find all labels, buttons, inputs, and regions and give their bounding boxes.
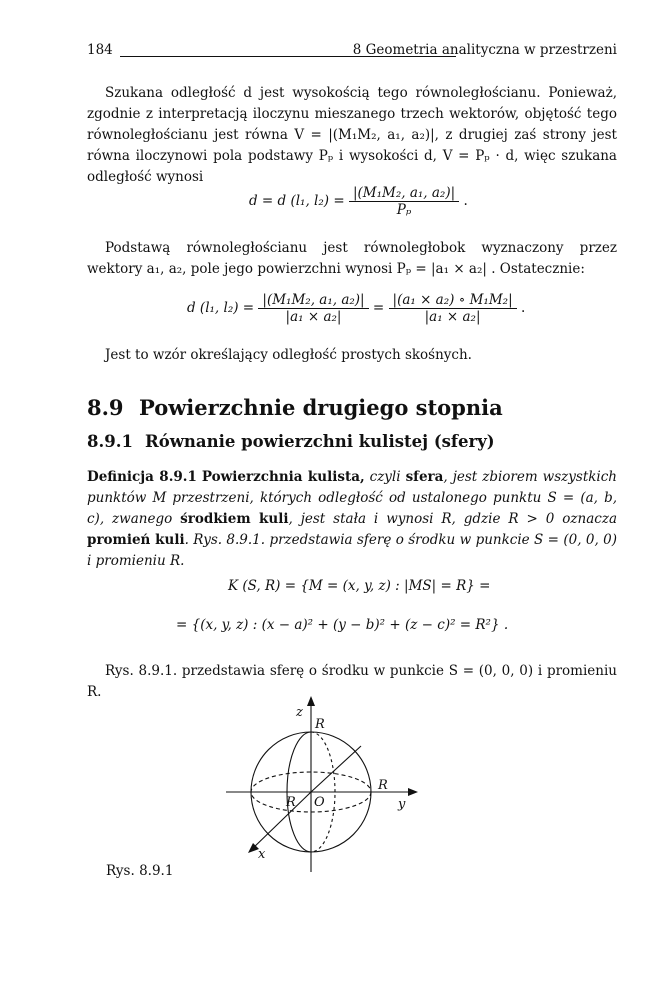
page-number: 184 xyxy=(87,42,113,58)
y-arrowhead xyxy=(408,788,418,796)
equation-distance-1 xyxy=(249,185,468,218)
definition-label: Definicja 8.9.1 xyxy=(87,469,197,485)
definition-text-4: . Rys. 8.9.1. przedstawia sferę o środku w punkcie S = (0, 0, 0) i promieniu R. xyxy=(87,532,617,569)
eq2-lhs: d (l₁, l₂) = xyxy=(187,300,255,316)
definition-sphere xyxy=(87,467,617,572)
eq1-numerator: |(M₁M₂, a₁, a₂)| xyxy=(349,185,459,202)
equation-sphere-set-1: K (S, R) = {M = (x, y, z) : |MS| = R} = xyxy=(228,578,491,594)
paragraph-skew-lines: Jest to wzór określający odległość prostych skośnych. xyxy=(105,347,472,363)
radius-label-right: R xyxy=(378,778,388,793)
equation-distance-2 xyxy=(187,292,525,325)
eq2-fraction-1 xyxy=(258,292,368,325)
running-header xyxy=(87,42,617,62)
eq2-denominator-1: |a₁ × a₂| xyxy=(285,309,342,325)
eq2-numerator-1: |(M₁M₂, a₁, a₂)| xyxy=(258,292,368,309)
eq1-end: . xyxy=(463,193,468,209)
y-axis-label: y xyxy=(398,797,406,812)
paragraph-base-area: Podstawą równoległościanu jest równoległobok wyznaczony przez wektory a₁, a₂, pole jego powierzchni wynosi Pₚ = |a₁ × a₂| . Ostatecznie: xyxy=(87,240,617,277)
definition-text-2: , jest zbiorem wszystkich punktów M przestrzeni, których odległość od ustalonego punktu S = (a, b, c), zwanego xyxy=(87,469,617,527)
paragraph-height-derivation: Szukana odległość d jest wysokością tego równoległościanu. Ponieważ, zgodnie z interpretacją iloczynu mieszanego trzech wektorów, objętość tego równoległościanu jest równa V = |(M₁M₂, a₁, a₂)|, z drugiej zaś strony jest równa iloczynowi pola podstawy Pₚ i wysokości d, V = Pₚ · d, więc szukana odległość wynosi xyxy=(87,85,617,185)
x-axis-label: x xyxy=(258,847,266,862)
definition-text-1: czyli xyxy=(364,469,406,485)
eq1-fraction xyxy=(349,185,459,218)
eq2-end: . xyxy=(520,300,526,316)
sphere-figure xyxy=(226,696,426,876)
origin-label: O xyxy=(314,795,325,810)
eq1-lhs: d = d (l₁, l₂) = xyxy=(249,193,345,209)
eq2-equals: = xyxy=(372,300,385,316)
figure-caption: Rys. 8.9.1 xyxy=(106,863,174,879)
subsection-title: Równanie powierzchni kulistej (sfery) xyxy=(145,432,495,451)
radius-line xyxy=(311,746,361,792)
section-heading xyxy=(87,395,503,420)
eq2-denominator-2: |a₁ × a₂| xyxy=(424,309,481,325)
x-axis xyxy=(251,792,311,850)
subsection-number: 8.9.1 xyxy=(87,432,133,451)
definition-term-radius: promień kuli xyxy=(87,532,185,548)
section-title: Powierzchnie drugiego stopnia xyxy=(139,395,503,420)
definition-term-sphere-surface: Powierzchnia kulista, xyxy=(201,469,365,485)
eq2-fraction-2 xyxy=(389,292,517,325)
z-axis-label: z xyxy=(296,705,303,720)
section-number: 8.9 xyxy=(87,395,124,420)
z-arrowhead xyxy=(307,696,315,706)
subsection-heading xyxy=(87,432,495,451)
definition-term-center: środkiem kuli xyxy=(180,511,289,527)
chapter-title: 8 Geometria analityczna w przestrzeni xyxy=(352,42,617,58)
radius-label-top: R xyxy=(315,717,325,732)
definition-term-sphere: sfera xyxy=(405,469,444,485)
radius-label-left: R xyxy=(286,795,296,810)
equation-sphere-set-2: = {(x, y, z) : (x − a)² + (y − b)² + (z − c)² = R²} . xyxy=(176,617,509,633)
paragraph-figure-reference: Rys. 8.9.1. przedstawia sferę o środku w punkcie S = (0, 0, 0) i promieniu R. xyxy=(87,663,617,700)
eq1-denominator: Pₚ xyxy=(396,202,412,218)
definition-text-3: , jest stała i wynosi R, gdzie R > 0 oznacza xyxy=(288,511,618,527)
eq2-numerator-2: |(a₁ × a₂) ∘ M₁M₂| xyxy=(389,292,517,309)
